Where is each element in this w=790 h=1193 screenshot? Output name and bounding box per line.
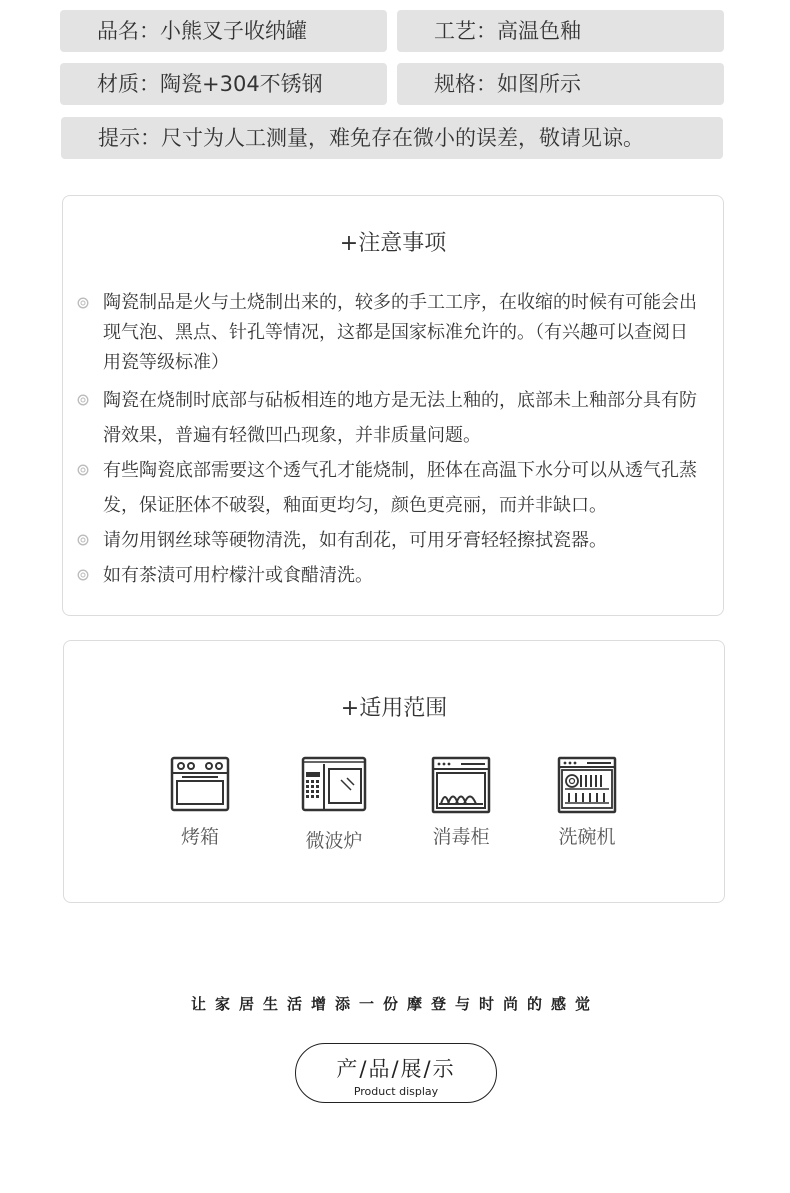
notice-list	[77, 288, 697, 593]
spec-craft: 工艺：高温色釉	[397, 10, 724, 52]
spec-tip: 提示：尺寸为人工测量，难免存在微小的误差，敬请见谅。	[61, 117, 723, 159]
spec-size: 规格：如图所示	[397, 63, 724, 105]
appliance-sterilizer	[429, 756, 493, 849]
circle-bullet-icon	[77, 534, 89, 546]
circle-bullet-icon	[77, 464, 89, 476]
appliance-label: 微波炉	[305, 830, 363, 852]
appliance-label: 烤箱	[180, 826, 219, 848]
spec-name: 品名：小熊叉子收纳罐	[60, 10, 387, 52]
spec-material: 材质：陶瓷+304不锈钢	[60, 63, 387, 105]
notice-text: 请勿用钢丝球等硬物清洗，如有刮花，可用牙膏轻轻擦拭瓷器。	[103, 530, 607, 551]
notice-item	[77, 288, 697, 378]
notice-box	[62, 195, 724, 616]
appliance-oven	[168, 756, 232, 849]
dishwasher-icon	[557, 756, 617, 814]
notice-title: +注意事项	[339, 231, 447, 256]
product-display-subtitle: Product display	[353, 1085, 439, 1098]
product-display-badge	[295, 1043, 497, 1103]
notice-item	[77, 523, 697, 558]
circle-bullet-icon	[77, 394, 89, 406]
circle-bullet-icon	[77, 297, 89, 309]
slogan: 让家居生活增添一份摩登与时尚的感觉	[190, 995, 599, 1013]
appliance-microwave	[299, 756, 369, 853]
appliance-dishwasher	[555, 756, 619, 849]
appliance-label: 消毒柜	[432, 826, 490, 848]
usage-title: +适用范围	[340, 696, 448, 721]
sterilizer-icon	[431, 756, 491, 814]
notice-text: 陶瓷制品是火与土烧制出来的，较多的手工工序，在收缩的时候有可能会出现气泡、黑点、针孔等情况，这都是国家标准允许的。（有兴趣可以查阅日用瓷等级标准）	[103, 292, 697, 373]
circle-bullet-icon	[77, 569, 89, 581]
product-display-title: 产/品/展/示	[336, 1057, 456, 1081]
usage-box	[63, 640, 725, 903]
notice-item	[77, 453, 697, 523]
appliance-label: 洗碗机	[558, 826, 616, 848]
notice-text: 如有茶渍可用柠檬汁或食醋清洗。	[103, 565, 373, 586]
oven-icon	[170, 756, 230, 812]
notice-item	[77, 383, 697, 453]
microwave-icon	[301, 756, 367, 812]
notice-text: 有些陶瓷底部需要这个透气孔才能烧制，胚体在高温下水分可以从透气孔蒸发，保证胚体不破裂，釉面更均匀，颜色更亮丽，而并非缺口。	[103, 460, 697, 516]
notice-item	[77, 558, 697, 593]
notice-text: 陶瓷在烧制时底部与砧板相连的地方是无法上釉的，底部未上釉部分具有防滑效果，普遍有轻微凹凸现象，并非质量问题。	[103, 390, 697, 446]
